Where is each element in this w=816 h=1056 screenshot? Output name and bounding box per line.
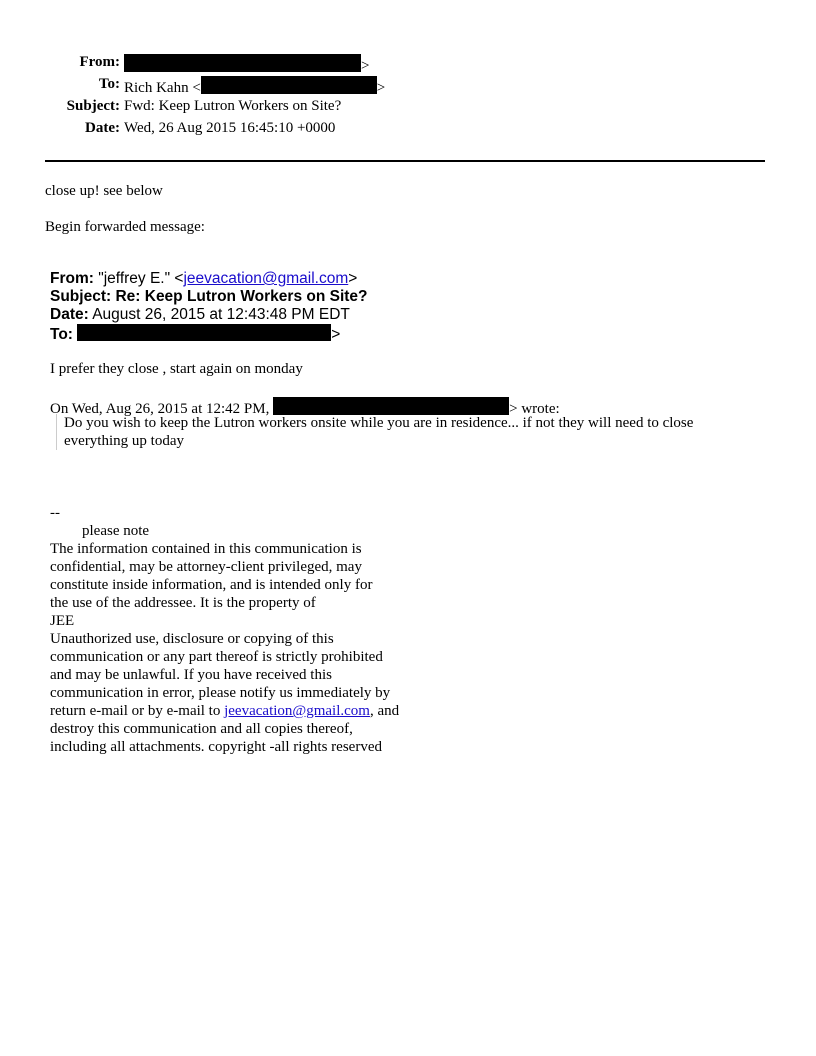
redacted-block	[124, 54, 361, 72]
reply-text: I prefer they close , start again on monday	[50, 361, 303, 377]
signature-dashes: --	[50, 505, 60, 521]
fwd-date-line: Date: August 26, 2015 at 12:43:48 PM EDT	[50, 306, 350, 323]
date-label: Date:	[85, 120, 120, 136]
body-line-forwarded: Begin forwarded message:	[45, 219, 205, 235]
disclaimer-line: destroy this communication and all copies thereof,	[50, 721, 353, 737]
fwd-from-line: From: "jeffrey E." <jeevacation@gmail.com>	[50, 270, 358, 287]
from-value: >	[124, 54, 369, 75]
disclaimer-email-link[interactable]: jeevacation@gmail.com	[224, 703, 370, 719]
disclaimer-line: JEE	[50, 613, 75, 629]
disclaimer-line: confidential, may be attorney-client privileged, may	[50, 559, 362, 575]
date-value: Wed, 26 Aug 2015 16:45:10 +0000	[124, 120, 336, 136]
header-divider	[45, 160, 765, 162]
subject-value: Fwd: Keep Lutron Workers on Site?	[124, 98, 342, 114]
disclaimer-line: Unauthorized use, disclosure or copying of this	[50, 631, 334, 647]
from-label: From:	[79, 54, 120, 70]
fwd-from-email-link[interactable]: jeevacation@gmail.com	[183, 270, 349, 287]
wrote-line: On Wed, Aug 26, 2015 at 12:42 PM, > wrote:	[50, 397, 560, 418]
signature-note: please note	[82, 523, 150, 539]
fwd-to-line: To: >	[50, 326, 341, 343]
disclaimer-line: constitute inside information, and is intended only for	[50, 577, 373, 593]
disclaimer-email-line: return e-mail or by e-mail to jeevacation@gmail.com, and	[50, 703, 400, 719]
disclaimer-line: communication or any part thereof is strictly prohibited	[50, 649, 383, 665]
confidentiality-disclaimer	[50, 540, 399, 756]
quoted-message: Do you wish to keep the Lutron workers onsite while you are in residence... if not they will need to close everything up today	[56, 414, 754, 450]
redacted-block	[201, 76, 377, 94]
redacted-block	[77, 324, 331, 341]
redacted-block	[273, 397, 509, 415]
disclaimer-line: including all attachments. copyright -all rights reserved	[50, 739, 382, 755]
disclaimer-line: the use of the addressee. It is the property of	[50, 595, 316, 611]
subject-label: Subject:	[66, 98, 120, 114]
disclaimer-line: and may be unlawful. If you have received this	[50, 667, 332, 683]
disclaimer-line: communication in error, please notify us immediately by	[50, 685, 391, 701]
to-value: Rich Kahn < >	[124, 76, 385, 97]
fwd-subject-line: Subject: Re: Keep Lutron Workers on Site?	[50, 288, 368, 305]
to-label: To:	[98, 76, 120, 92]
disclaimer-line: The information contained in this communication is	[50, 541, 362, 557]
body-line-close-up: close up! see below	[45, 183, 163, 199]
